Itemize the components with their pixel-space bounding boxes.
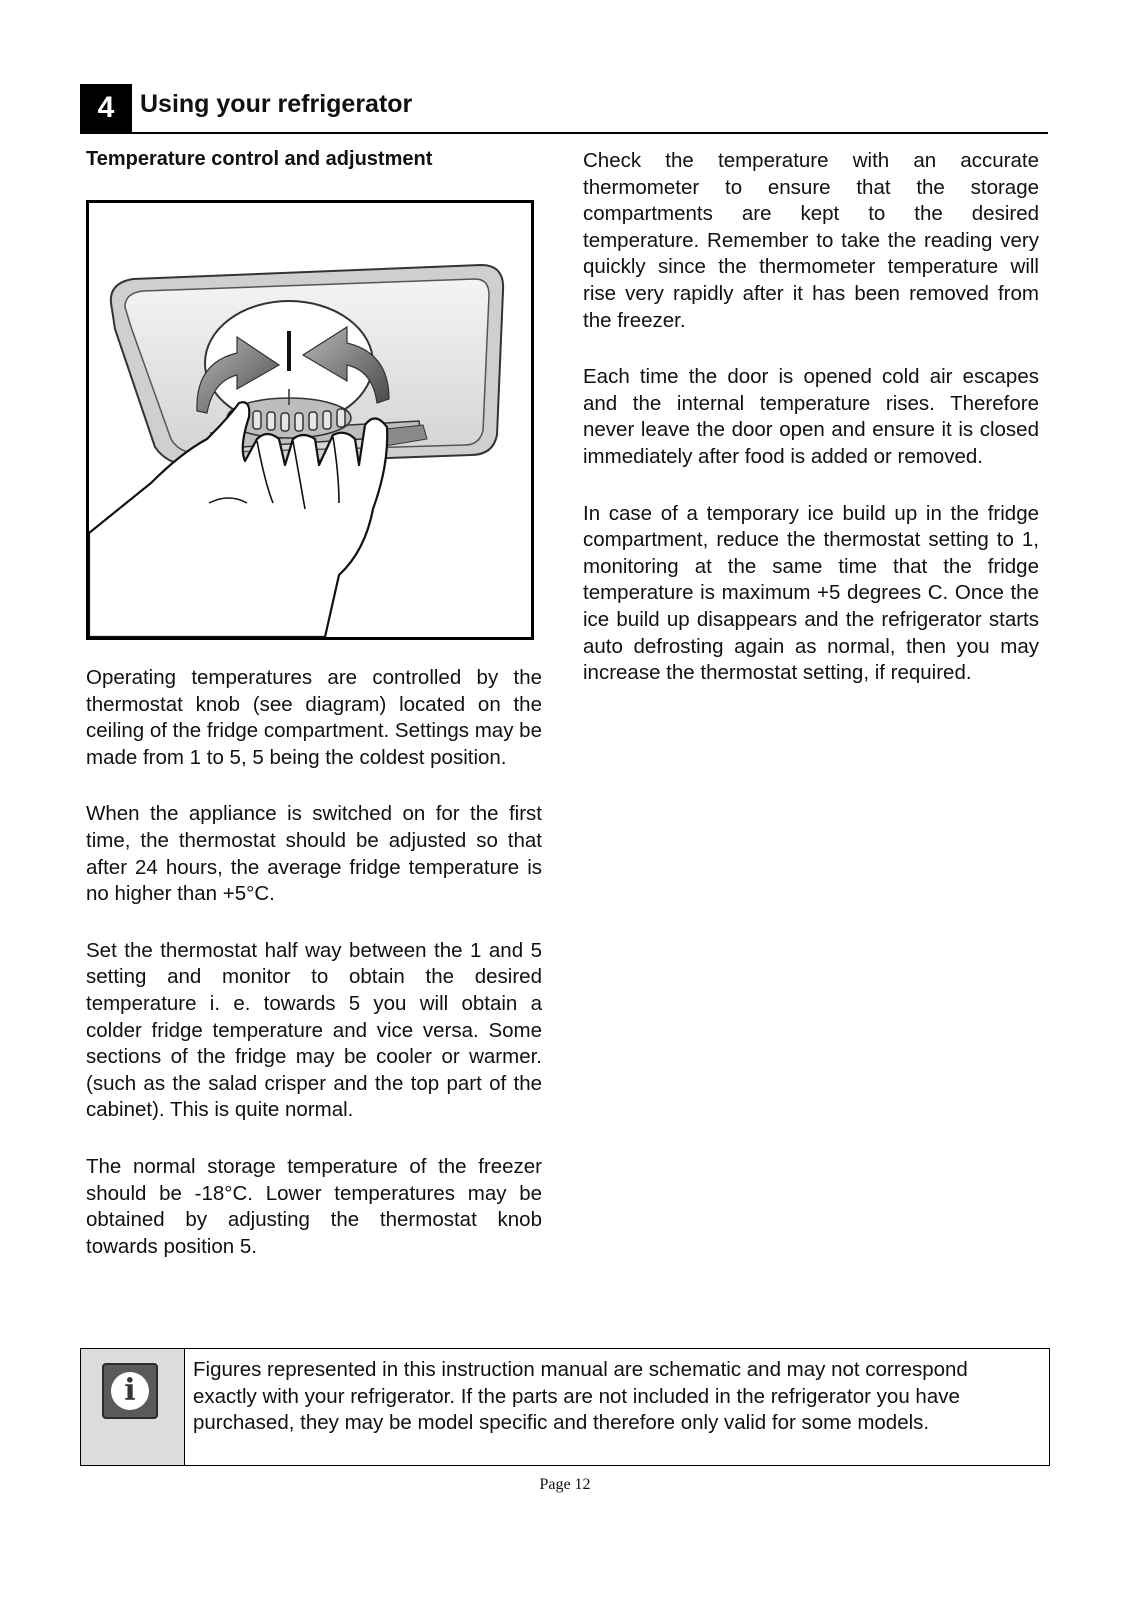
paragraph: Each time the door is opened cold air escapes and the internal temperature rises. Therefore never leave the door open and ensure it is closed immediately after food is added or removed. <box>583 365 1039 468</box>
info-icon: i <box>102 1363 158 1419</box>
paragraph: In case of a temporary ice build up in the fridge compartment, reduce the thermostat setting to 1, monitoring at the same time that the fridge temperature is maximum +5 degrees C. Once the ice build up disappears and the refrigerator starts auto defrosting again as normal, then you may increase the thermostat setting, if required. <box>583 501 1039 685</box>
thermostat-diagram <box>86 200 534 640</box>
note-icon-cell <box>81 1349 185 1465</box>
paragraph: Check the temperature with an accurate thermometer to ensure that the storage compartments are kept to the desired temperature. Remember to take the reading very quickly since the thermometer temperature will rise very rapidly after it has been removed from the freezer. <box>583 149 1039 332</box>
section-number: 4 <box>80 84 132 132</box>
paragraph: The normal storage temperature of the freezer should be -18°C. Lower temperatures may be obtained by adjusting the thermostat knob towards position 5. <box>86 1154 542 1258</box>
info-note <box>80 1348 1050 1466</box>
left-column <box>86 665 542 1290</box>
section-title: Using your refrigerator <box>140 90 413 118</box>
page-number: Page 12 <box>539 1476 591 1493</box>
paragraph: Operating temperatures are controlled by the thermostat knob (see diagram) located on the ceiling of the fridge compartment. Settings may be made from 1 to 5, 5 being the coldest position. <box>86 666 542 769</box>
note-text: Figures represented in this instruction manual are schematic and may not correspond exactly with your refrigerator. If the parts are not included in the refrigerator you have purchased, they may be model specific and therefore only valid for some models. <box>193 1358 968 1435</box>
section-header <box>80 84 1048 134</box>
paragraph: When the appliance is switched on for the first time, the thermostat should be adjusted so that after 24 hours, the average fridge temperature is no higher than +5°C. <box>86 802 542 906</box>
right-column <box>583 148 1039 717</box>
paragraph: Set the thermostat half way between the 1 and 5 setting and monitor to obtain the desired temperature i. e. towards 5 you will obtain a colder fridge temperature and vice versa. Some sections of the fridge may be cooler or warmer. (such as the salad crisper and the top part of the cabinet). This is quite normal. <box>86 938 542 1122</box>
subheading: Temperature control and adjustment <box>86 148 433 170</box>
